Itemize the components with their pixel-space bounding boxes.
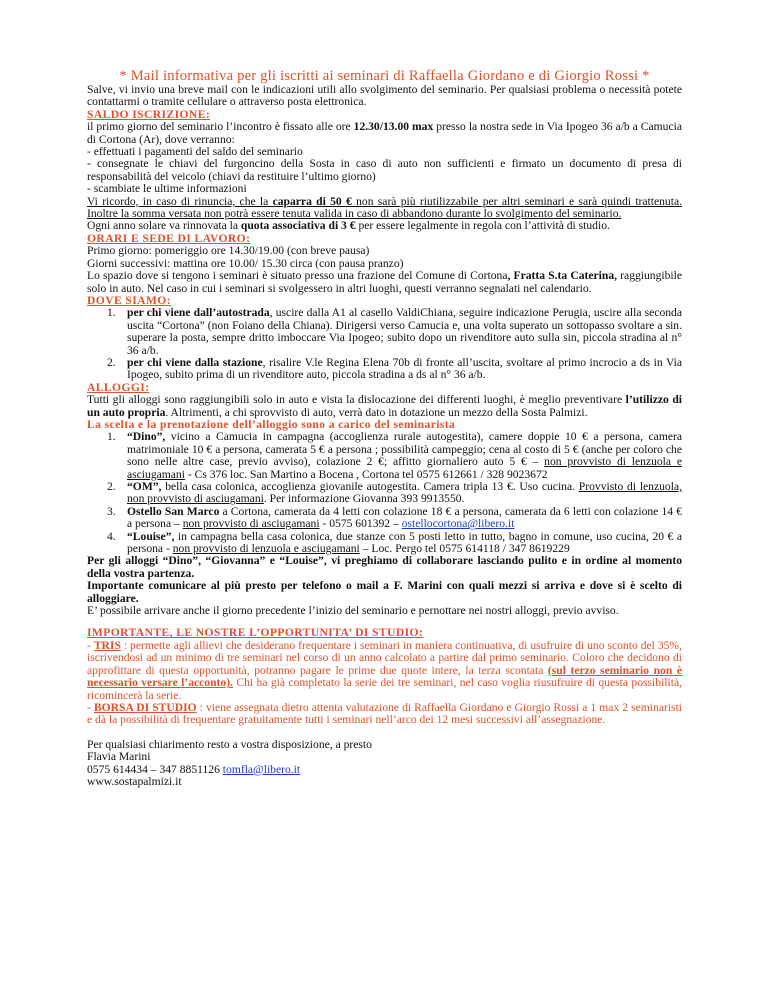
alloggi-note: E’ possibile arrivare anche il giorno precedente l’inizio del seminario e pernottare nei nostri alloggi, previo avviso.	[87, 604, 619, 618]
contact-line: 0575 614434 – 347 8851126 tomfla@libero.it	[87, 762, 301, 776]
directions-item: 1. per chi viene dall’autostrada, uscire dalla A1 al casello ValdiChiana, seguire indicazione Perugia, uscire alla seconda uscita “Cortona” (non Foiano della Chiana). Dirigersi verso Camucia e, una volta superato un sottopasso svoltare a sin. superare la posta, sempre dritto imboccare Via Ipogeo; subito dopo un rivenditore auto sulla sin, piccola stradina al n° 36 a/b.	[107, 306, 682, 357]
alloggi-heading: ALLOGGI:	[87, 380, 150, 394]
closing-line: Per qualsiasi chiarimento resto a vostra disposizione, a presto	[87, 737, 372, 751]
saldo-line: il primo giorno del seminario l’incontro è fissato alle ore 12.30/13.00 max presso la nostra sede in Via Ipogeo 36 a/b a Camucia di Cortona (Ar), dove verranno:	[87, 120, 682, 146]
ostello-email-link[interactable]: ostellocortona@libero.it	[401, 517, 515, 531]
saldo-item: - consegnate le chiavi del furgoncino della Sosta in caso di auto non sufficienti e firmato un documento di presa di responsabilità del veicolo (chiavi da restituire l’ultimo giorno)	[87, 157, 682, 183]
importante-heading: IMPORTANTE, LE NOSTRE L’OPPORTUNITA’ DI STUDIO:	[87, 626, 424, 640]
alloggi-note: Importante comunicare al più presto per telefono o mail a F. Marini con quali mezzi si arriva e dove si è scelto di alloggiare.	[87, 579, 682, 605]
directions-list	[87, 307, 682, 381]
document-title: * Mail informativa per gli iscritti ai seminari di Raffaella Giordano e di Giorgio Rossi *	[119, 68, 650, 84]
accommodation-item: 3. Ostello San Marco a Cortona, camerata da 4 letti con colazione 18 € a persona, camerata da 6 letti con colazione 14 € a persona – non provvisto di asciugamani - 0575 601392 – ostellocortona@libero.it	[107, 504, 682, 531]
email-link[interactable]: tomfla@libero.it	[222, 762, 301, 776]
directions-item: 2. per chi viene dalla stazione, risalire V.le Regina Elena 70b di fronte all’uscita, svoltare al primo incrocio a ds in Via Ipogeo, subito prima di un rivenditore auto, piccola stradina a ds al n° 36 a/b.	[107, 355, 682, 382]
alloggi-subheading: La scelta e la prenotazione dell’alloggio sono a carico del seminarista	[87, 417, 456, 431]
caparra-paragraph: Vi ricordo, in caso di rinuncia, che la caparra di 50 € non sarà più riutilizzabile per altri seminari e sarà quindi trattenuta. Inoltre la somma versata non potrà essere tenuta valida in caso di abbandono durante lo svolgimento del seminario.	[87, 194, 682, 221]
accommodation-item: 2. “OM”, bella casa colonica, accoglienza giovanile autogestita. Camera tripla 13 €. Uso cucina. Provvisto di lenzuola, non provvisto di asciugamani. Per informazione Giovanna 393 9913550.	[107, 480, 682, 506]
orari-location: Lo spazio dove si tengono i seminari è situato presso una frazione del Comune di Cortona, Fratta S.ta Caterina, raggiungibile solo in auto. Nel caso in cui i seminari si svolgessero in altri luoghi, questi verranno segnalati nel calendario.	[87, 269, 682, 295]
alloggi-note: Per gli alloggi “Dino”, “Giovanna” e “Louise”, vi preghiamo di collaborare lasciando pulito e in ordine al momento della vostra partenza.	[87, 554, 682, 580]
saldo-item: - effettuati i pagamenti del saldo del seminario	[87, 145, 303, 159]
document	[87, 68, 682, 788]
orari-heading: ORARI E SEDE DI LAVORO:	[87, 231, 251, 245]
accommodation-item: 1. “Dino”, vicino a Camucia in campagna (accoglienza rurale autogestita), camere doppie 10 € a persona, camera matrimoniale 10 € a persona, camerata 5 € a persona ; possibilità campeggio; cena al costo di 5 € (anche per coloro che sono nelle altre case, previo avviso), colazione 2 €; affitto giornaliero auto 5 € – non provvisto di lenzuola e asciugamani - Cs 376 loc. San Martino a Bocena , Cortona tel 0575 612661 / 328 9023672	[107, 430, 682, 481]
saldo-item: - scambiate le ultime informazioni	[87, 182, 247, 196]
alloggi-paragraph: Tutti gli alloggi sono raggiungibili solo in auto e vista la dislocazione dei differenti luoghi, è meglio preventivare l’utilizzo di un auto propria. Altrimenti, a chi sprovvisto di auto, verrà dato in dotazione un mezzo della Sosta Palmizi.	[87, 393, 682, 419]
accommodation-item: 4. “Louise”, in campagna bella casa colonica, due stanze con 5 posti letto in tutto, bagno in comune, uso cucina, 20 € a persona - non provvisto di lenzuola e asciugamani – Loc. Pergo tel 0575 614118 / 347 8619229	[107, 529, 682, 556]
orari-line: Primo giorno: pomeriggio ore 14.30/19.00 (con breve pausa)	[87, 244, 370, 258]
website-line: www.sostapalmizi.it	[87, 774, 182, 788]
accommodation-list	[87, 431, 682, 555]
intro-paragraph: Salve, vi invio una breve mail con le indicazioni utili allo svolgimento del seminario. Per qualsiasi problema o necessità potete contattarmi o tramite cellulare o attraverso posta elettronica.	[87, 83, 682, 109]
dove-heading: DOVE SIAMO:	[87, 293, 171, 307]
quota-paragraph: Ogni anno solare va rinnovata la quota associativa di 3 € per essere legalmente in regola con l’attività di studio.	[87, 219, 610, 233]
tris-paragraph: - TRIS : permette agli allievi che desiderano frequentare i seminari in maniera continuativa, di usufruire di uno sconto del 35%, iscrivendosi ad un minimo di tre seminari nel corso di un anno calcolato a partire dal primo seminario. Coloro che decidono di approfittare di questa opportunità, potranno pagare le prime due quote intere, la terza scontata (sul terzo seminario non è necessario versare l’acconto). Chi ha già completato la serie dei tre seminari, nel caso voglia riusufruire di questa possibilità, ricomincerà la serie.	[87, 638, 682, 702]
orari-line: Giorni successivi: mattina ore 10.00/ 15.30 circa (con pausa pranzo)	[87, 256, 404, 270]
borsa-paragraph: - BORSA DI STUDIO : viene assegnata dietro attenta valutazione di Raffaella Giordano e Giorgio Rossi a 1 max 2 seminaristi e dà la possibilità di frequentare gratuitamente tutti i seminari nell’arco dei 12 mesi successivi all’assegnazione.	[87, 700, 683, 727]
signature-name: Flavia Marini	[87, 750, 151, 764]
saldo-heading: SALDO ISCRIZIONE:	[87, 107, 211, 121]
